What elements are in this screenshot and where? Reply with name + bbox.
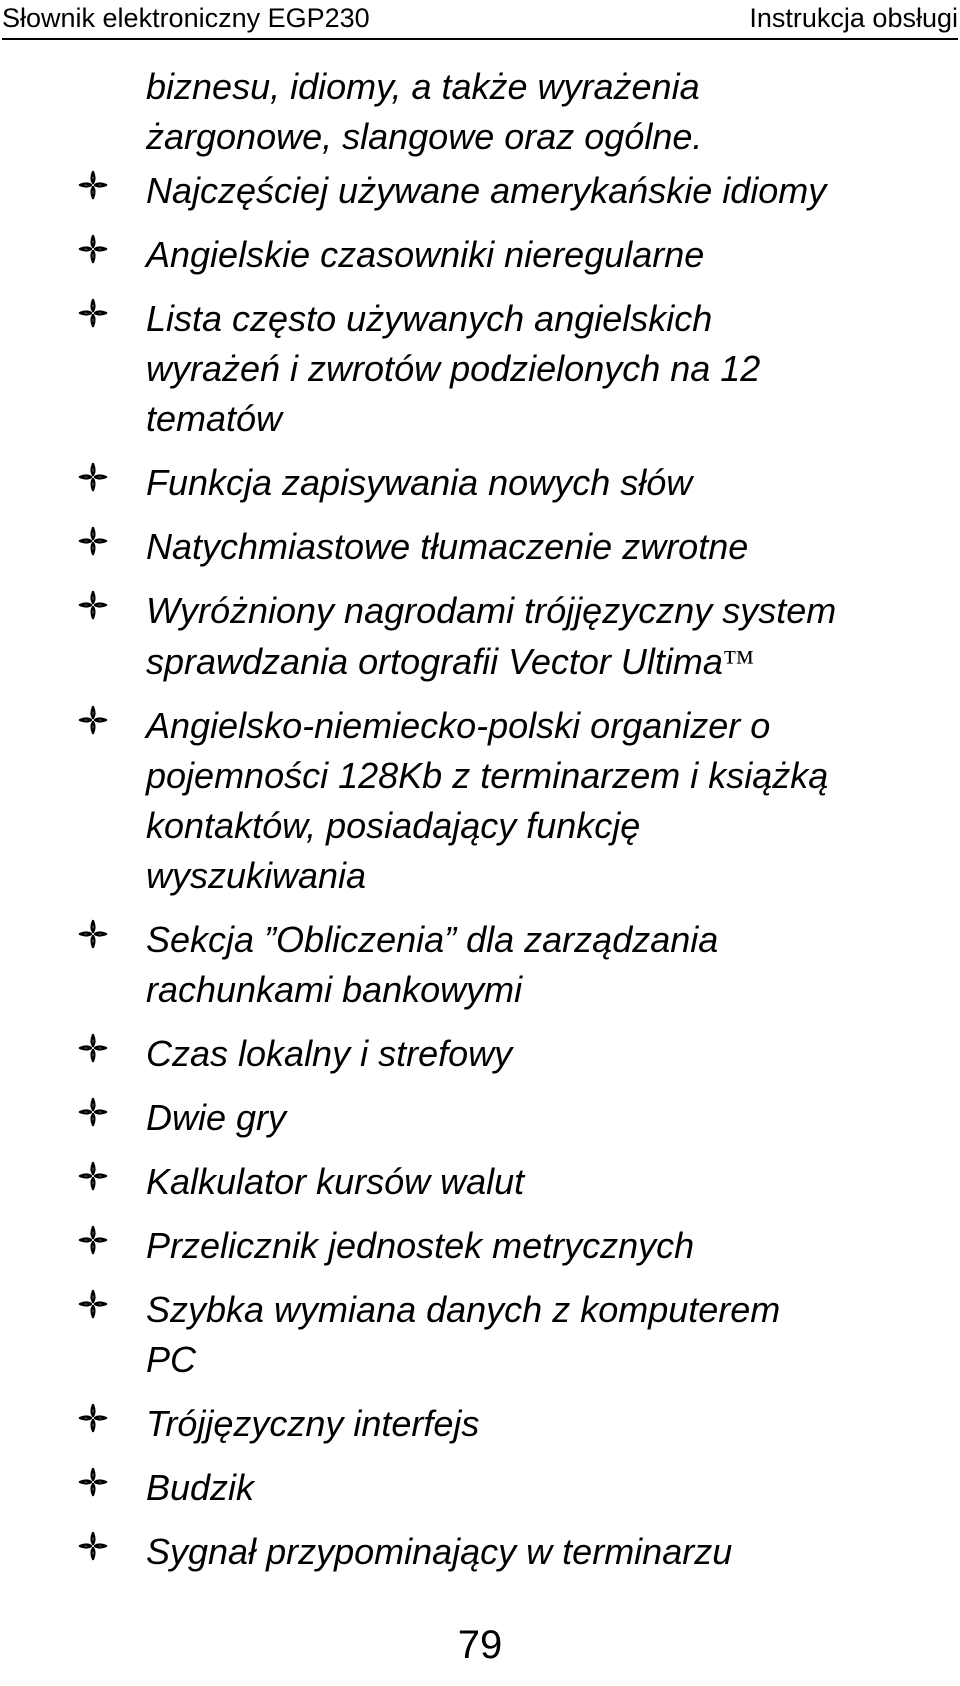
diamond-bullet-icon [78,1097,108,1127]
feature-line-text: kontaktów, posiadający funkcję [146,805,641,846]
feature-text [146,1029,960,1079]
diamond-bullet-icon [78,170,108,200]
lead-line: biznesu, idiomy, a także wyrażenia [146,66,700,107]
feature-line [146,166,960,216]
diamond-bullet-icon [78,1467,108,1497]
feature-line [146,1221,960,1271]
diamond-bullet-icon [78,1033,108,1063]
diamond-bullet-icon [78,590,108,620]
feature-line-text: Angielsko-niemiecko-polski organizer o [146,705,771,746]
feature-line [146,394,960,444]
feature-item [0,1285,960,1385]
feature-line-text: Czas lokalny i strefowy [146,1033,513,1074]
page-content [0,62,960,1591]
feature-text [146,1399,960,1449]
feature-line [146,1093,960,1143]
feature-text [146,1157,960,1207]
feature-item [0,1221,960,1271]
diamond-bullet-icon [78,462,108,492]
diamond-bullet-icon [78,1161,108,1191]
feature-line-text: Przelicznik jednostek metrycznych [146,1225,695,1266]
feature-line [146,851,960,901]
feature-text [146,458,960,508]
feature-line [146,636,960,687]
feature-item [0,915,960,1015]
feature-text [146,294,960,444]
feature-text [146,1527,960,1577]
diamond-bullet-icon [78,1225,108,1255]
feature-text [146,522,960,572]
feature-text [146,701,960,901]
feature-list [0,166,960,1577]
feature-item [0,1029,960,1079]
feature-line-text: wyrażeń i zwrotów podzielonych na 12 [146,348,761,389]
diamond-bullet-icon [78,705,108,735]
feature-line-text: Trójjęzyczny interfejs [146,1403,480,1444]
feature-line [146,701,960,751]
feature-item [0,701,960,901]
feature-line [146,230,960,280]
feature-text [146,1285,960,1385]
diamond-bullet-icon [78,1289,108,1319]
lead-paragraph [146,62,946,162]
lead-line: żargonowe, slangowe oraz ogólne. [146,116,703,157]
feature-line [146,801,960,851]
diamond-bullet-icon [78,919,108,949]
document-title: Słownik elektroniczny EGP230 [2,3,370,33]
feature-line-text: rachunkami bankowymi [146,969,523,1010]
feature-line-text: sprawdzania ortografii Vector Ultima [146,641,723,682]
feature-line [146,915,960,965]
feature-text [146,915,960,1015]
feature-line-text: Lista często używanych angielskich [146,298,713,339]
diamond-bullet-icon [78,234,108,264]
feature-line [146,586,960,636]
feature-line-text: tematów [146,398,283,439]
feature-line-text: wyszukiwania [146,855,367,896]
feature-line [146,1285,960,1335]
feature-text [146,1221,960,1271]
feature-line [146,344,960,394]
feature-line [146,522,960,572]
feature-line-text: Wyróżniony nagrodami trójjęzyczny system [146,590,837,631]
feature-line [146,751,960,801]
feature-item [0,1463,960,1513]
diamond-bullet-icon [78,1531,108,1561]
feature-text [146,166,960,216]
feature-line-text: Funkcja zapisywania nowych słów [146,462,693,503]
feature-item [0,458,960,508]
feature-item [0,166,960,216]
feature-line-text: Sekcja ”Obliczenia” dla zarządzania [146,919,719,960]
feature-text [146,1093,960,1143]
feature-item [0,1093,960,1143]
page-header [2,0,958,40]
feature-text [146,1463,960,1513]
feature-item [0,294,960,444]
feature-line [146,1157,960,1207]
feature-line-text: Angielskie czasowniki nieregularne [146,234,705,275]
feature-line-text: PC [146,1339,197,1380]
feature-line [146,1463,960,1513]
trademark-symbol: ™ [722,643,755,679]
feature-line-text: pojemności 128Kb z terminarzem i książką [146,755,829,796]
feature-line-text: Budzik [146,1467,255,1508]
feature-item [0,1527,960,1577]
diamond-bullet-icon [78,526,108,556]
document-section: Instrukcja obsługi [749,3,958,33]
feature-text [146,586,960,687]
feature-line-text: Natychmiastowe tłumaczenie zwrotne [146,526,749,567]
feature-line [146,1399,960,1449]
feature-line [146,294,960,344]
feature-text [146,230,960,280]
feature-line [146,1335,960,1385]
feature-line-text: Sygnał przypominający w terminarzu [146,1531,733,1572]
feature-line-text: Kalkulator kursów walut [146,1161,525,1202]
feature-line [146,965,960,1015]
page-number: 79 [457,1623,503,1667]
feature-item [0,1399,960,1449]
feature-line-text: Najczęściej używane amerykańskie idiomy [146,170,827,211]
feature-line-text: Szybka wymiana danych z komputerem [146,1289,781,1330]
feature-line [146,1527,960,1577]
feature-item [0,230,960,280]
feature-line [146,1029,960,1079]
feature-item [0,1157,960,1207]
feature-line [146,458,960,508]
feature-item [0,522,960,572]
feature-item [0,586,960,687]
feature-line-text: Dwie gry [146,1097,287,1138]
diamond-bullet-icon [78,298,108,328]
diamond-bullet-icon [78,1403,108,1433]
